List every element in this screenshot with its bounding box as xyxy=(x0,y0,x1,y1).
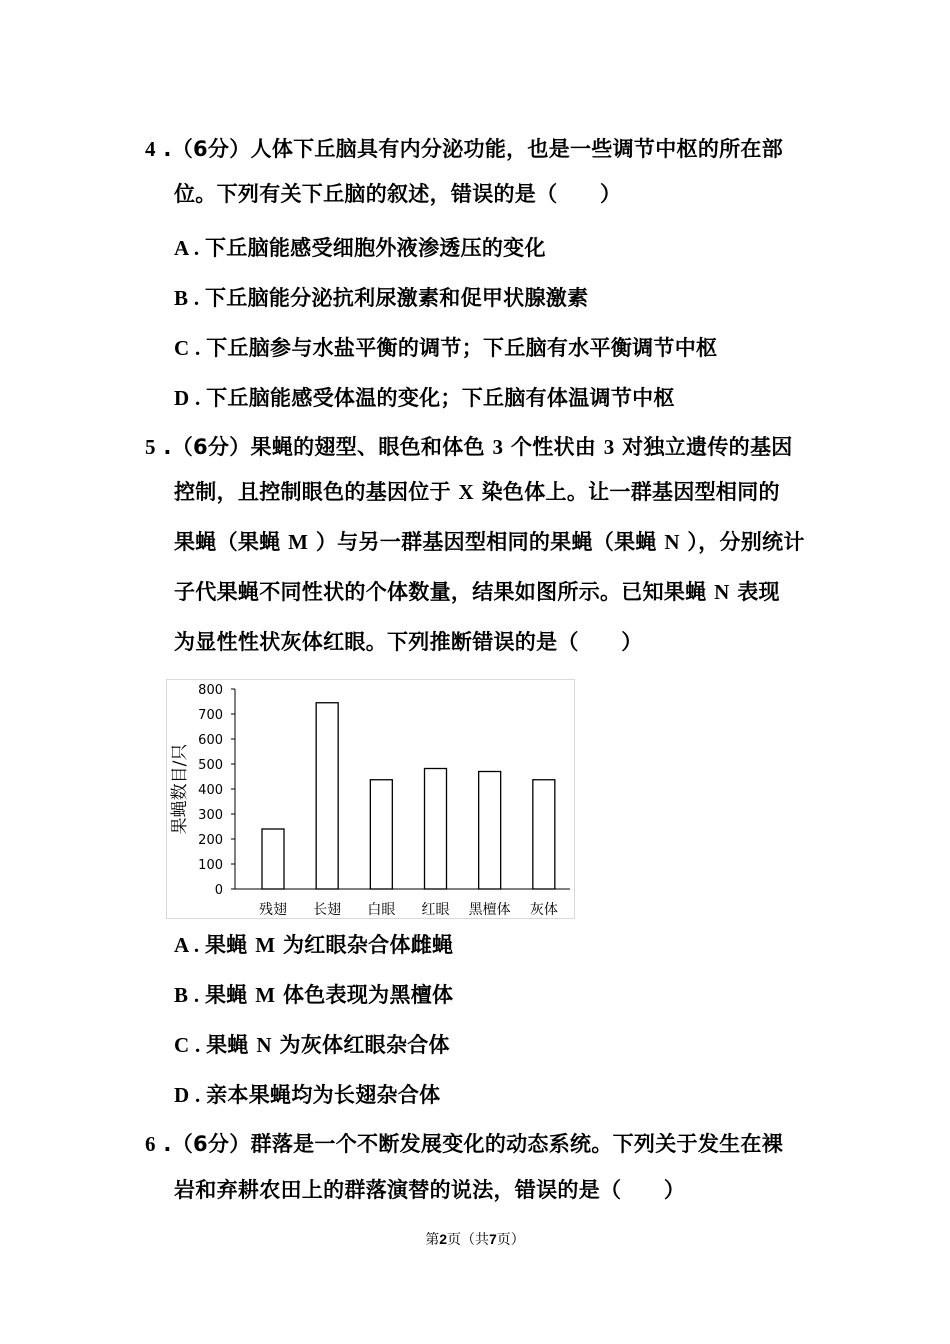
q6-stem-2: 岩和弃耕农田上的群落演替的说法，错误的是（ ） xyxy=(174,1178,686,1202)
q6-line1: 6 .（6分）群落是一个不断发展变化的动态系统。下列关于发生在裸 xyxy=(145,1132,784,1156)
y-tick-label: 100 xyxy=(198,858,223,873)
q5-line2: 控制，且控制眼色的基因位于 X 染色体上。让一群基因型相同的 xyxy=(174,480,780,504)
y-tick-label: 400 xyxy=(198,783,223,798)
y-axis-label: 果蝇数目/只 xyxy=(170,743,190,835)
q4-line1: 4 .（6分）人体下丘脑具有内分泌功能，也是一些调节中枢的所在部 xyxy=(145,137,784,161)
y-tick-label: 800 xyxy=(198,683,223,698)
footer-page: 2 xyxy=(439,1231,447,1247)
q5-option-c: C . 果蝇 N 为灰体红眼杂合体 xyxy=(174,1033,450,1057)
x-tick-label: 灰体 xyxy=(529,902,558,918)
bar xyxy=(425,769,447,890)
q5-option-d: D . 亲本果蝇均为长翅杂合体 xyxy=(174,1083,441,1107)
q4-option-b: B . 下丘脑能分泌抗利尿激素和促甲状腺激素 xyxy=(174,286,589,310)
q5-line5: 为显性性状灰体红眼。下列推断错误的是（ ） xyxy=(174,630,643,654)
bar xyxy=(479,772,501,890)
y-tick-label: 500 xyxy=(198,758,223,773)
x-tick-label: 长翅 xyxy=(313,902,342,918)
x-tick-label: 残翅 xyxy=(259,902,287,918)
y-tick-label: 700 xyxy=(198,708,223,723)
q5-option-a: A . 果蝇 M 为红眼杂合体雌蝇 xyxy=(174,933,454,957)
y-tick-label: 200 xyxy=(198,833,223,848)
footer-total: 7 xyxy=(489,1231,497,1247)
bar xyxy=(370,780,392,889)
q5-points: （6分） xyxy=(171,435,251,459)
q6-points: （6分） xyxy=(171,1132,251,1156)
bar-chart xyxy=(166,679,575,919)
bar-chart-svg xyxy=(167,680,574,918)
bar xyxy=(262,829,284,889)
x-tick-label: 黑檀体 xyxy=(468,902,511,918)
q4-option-d: D . 下丘脑能感受体温的变化；下丘脑有体温调节中枢 xyxy=(174,386,675,410)
bar xyxy=(316,703,338,889)
q5-line1: 5 .（6分）果蝇的翅型、眼色和体色 3 个性状由 3 对独立遗传的基因 xyxy=(145,435,793,459)
q4-number: 4 xyxy=(145,137,156,161)
q5-line4: 子代果蝇不同性状的个体数量，结果如图所示。已知果蝇 N 表现 xyxy=(174,580,780,604)
q4-option-a: A . 下丘脑能感受细胞外液渗透压的变化 xyxy=(174,236,546,260)
page-footer: 第2页（共7页） xyxy=(425,1231,525,1248)
x-tick-label: 白眼 xyxy=(367,902,396,918)
q6-number: 6 xyxy=(145,1132,156,1156)
q5-option-b: B . 果蝇 M 体色表现为黑檀体 xyxy=(174,983,454,1007)
y-tick-label: 0 xyxy=(214,883,223,898)
q6-stem-1: 群落是一个不断发展变化的动态系统。下列关于发生在裸 xyxy=(250,1132,784,1156)
x-tick-label: 红眼 xyxy=(421,902,450,918)
q4-stem-2: 位。下列有关下丘脑的叙述，错误的是（ ） xyxy=(174,182,622,206)
q5-number: 5 xyxy=(145,435,156,459)
y-tick-label: 600 xyxy=(198,733,223,748)
q5-line3: 果蝇（果蝇 M ）与另一群基因型相同的果蝇（果蝇 N ），分别统计 xyxy=(174,530,805,554)
bar xyxy=(533,780,555,889)
q4-stem-1: 人体下丘脑具有内分泌功能，也是一些调节中枢的所在部 xyxy=(250,137,784,161)
y-tick-label: 300 xyxy=(198,808,223,823)
q4-option-c: C . 下丘脑参与水盐平衡的调节；下丘脑有水平衡调节中枢 xyxy=(174,336,718,360)
q4-points: （6分） xyxy=(171,137,251,161)
